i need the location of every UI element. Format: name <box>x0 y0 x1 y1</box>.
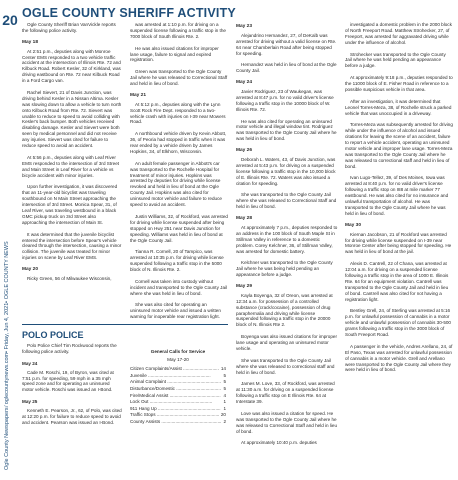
call-count: 5 <box>223 385 226 391</box>
report-paragraph: At approximately 9:18 p.m., deputies responded to the 11000 block of E. Fisher Road in reference to a possible suspicious vehicle in that area. <box>345 75 453 92</box>
page-title: OGLE COUNTY SHERIFF ACTIVITY <box>22 6 236 20</box>
report-paragraph: Ricky Green, 56 of Milwaukee Wisconsin, <box>27 275 112 281</box>
calls-for-service-row <box>130 366 226 373</box>
report-paragraph: At approximately 7 p.m., deputies responded to an address in the 100 block of South Maple St in Stillman Valley in reference to a domestic problem. Corey Kelchner, 36, of Stillman Valley, was arrested for domestic battery. <box>236 224 338 254</box>
report-paragraph: Ogle County Sheriff Brian VanVickle reports the following police activity. <box>22 22 116 33</box>
calls-for-service-row <box>130 373 226 380</box>
call-type-label: Lock Out ..... <box>130 399 212 406</box>
call-count: 5 <box>223 372 226 378</box>
calls-for-service-row <box>130 386 226 393</box>
article-column-1 <box>22 22 122 288</box>
call-count: 5 <box>223 379 226 385</box>
report-paragraph: At 5:12 p.m., deputies along with the Lynn Scott Rock Fire Dept. responded to a two-vehicle crash with injuries on I-39 near Mowers Road. <box>130 101 226 125</box>
call-type-label: County Assists ..... <box>130 419 221 426</box>
call-type-label: Traffic Stops ..... <box>130 412 219 419</box>
report-paragraph: He was also issued citations for improper lane usage, failure to signal and expired registration. <box>130 45 219 63</box>
report-paragraph: Alexis D. Cantrell, 22 of Chana, was arrested at 12:04 a.m. for driving on a suspended license following a traffic stop in the area of 1000 E. Illinois Rte. 64 for an equipment violation. Cantrell was transported to the Ogle County Jail and held in lieu of bond. Cantrell was also cited for not having a registration light. <box>345 261 449 302</box>
folio-group: Ogle County Newspapers <box>4 407 10 470</box>
report-paragraph: Alejandrino Hernandez, 27, of DeKalb was arrested for driving without a valid license on Rte. 64 near Chamberlain Road after being stopped for speeding. <box>236 32 337 56</box>
report-paragraph: She was transported to the Ogle County Jail where she was released to Correctional Staff and held in lieu of bond. <box>236 192 337 210</box>
folio-publication: OGLE COUNTY NEWS <box>4 241 10 300</box>
report-date: May 24 <box>236 80 252 86</box>
report-paragraph: Strohecker was transported to the Ogle County Jail where he was held pending an appearance before a judge. <box>345 51 446 69</box>
report-paragraph: She was transported to the Ogle County Jail where she was released to correctional staff and held in lieu of bond. <box>236 357 335 375</box>
calls-for-service-list <box>130 366 226 425</box>
report-paragraph: An adult female passenger in Abbott's car was transported to the Rochelle Hospital for treatment of minor injuries. Hopkins was arrested by deputies for driving while license revoked and held in lieu of bond at the Ogle County Jail. Hopkins was also cited for uninsured motor vehicle and failure to reduce speed to avoid an accident. <box>130 160 222 208</box>
report-paragraph: Polo Police Chief Tim Rockwood reports the following police activity. <box>22 343 117 354</box>
call-type-label: Fire/Medical Assist ..... <box>130 393 221 400</box>
call-type-label: Disturbance/Domestic ..... <box>130 386 221 393</box>
report-paragraph: Boyenga was also issued citations for improper lane usage and operating an uninsured motor vehicle. <box>236 334 338 351</box>
report-paragraph: She was also cited for operating an uninsured motor vehicle and issued a written warning for inoperable rear registration light. <box>130 302 221 320</box>
article-column-4 <box>345 22 453 379</box>
call-count: 2 <box>223 418 226 424</box>
report-date: May 29 <box>236 283 252 289</box>
folio-date: Friday, Jun 4, 2021 <box>4 302 10 350</box>
report-date: May 26 <box>236 148 252 154</box>
report-paragraph: Cade M. Roschi, 19, of Byron, was cited at 7:51 p.m. for speeding, 59 mph in a 35 mph speed zone and for operating an uninsured motor vehicle. Roschi was issued an I-Bond. <box>22 369 114 393</box>
report-paragraph: Cornell was taken into custody without incident and transported to the Ogle County Jail where she was held in lieu of bond. <box>130 278 228 296</box>
report-date: May 21 <box>130 92 146 98</box>
report-paragraph: Deborah L. Waters, 43, of Davis Junction, was arrested at 5:43 p.m. for driving on a suspended license following a traffic stop in the 10,000 block of E. Illinois Rte. 72. Waters was also issued a citation for speeding. <box>236 156 336 186</box>
calls-for-service-row <box>130 406 226 413</box>
report-paragraph: Kayla Boyenga, 32 of Oreon, was arrested at 12:34 a.m. for possession of a controlled substance (crack/cocaine), possession of drug paraphernalia and driving while license suspended following a traffic stop in the 20000 block of N. Illinois Rte 2. <box>236 292 333 328</box>
calls-for-service-row <box>130 379 226 386</box>
report-paragraph: Love was also issued a citation for speed. He was transported to the Ogle County Jail where he was released to Correctional Staff and held in lieu of bond. <box>236 410 338 434</box>
report-date: May 28 <box>236 216 252 221</box>
call-count: 14 <box>220 366 226 372</box>
report-paragraph: Bentley Grell, 24, of Sterling was arrested at 5:16 p.m. for unlawful possession of cannabis in a motor vehicle and unlawful possession of cannabis 30-500 grams following a traffic stop in the 3000 block of South Freeport Road. <box>345 308 451 337</box>
folio-site: oglecountynews.com <box>4 352 10 405</box>
report-paragraph: James M. Love, 33, of Rockford, was arrested at 11:30 a.m. for driving on a suspended license following a traffic stop on E Illinois Rte. 64 at Interstate 39. <box>236 381 335 405</box>
report-paragraph: A northbound vehicle driven by Kevin Abbott, 36, of Peoria had stopped in traffic when it was rear ended by a vehicle driven by James Hopkins, 34, of Elkhorn, Wisconsin. <box>130 131 227 154</box>
report-paragraph: A passenger in the vehicle, Andres Arellano, 24, of El Paso, Texas was arrested for unlawful possession of cannabis in a motor vehicle. Grell and Arellano were transported to the Ogle County Jail where they were held in lieu of bond. <box>345 343 453 373</box>
report-date: May 23 <box>236 24 252 29</box>
report-paragraph: investigated a domestic problem in the 2000 block of North Freeport Road. Matthew Strohecker, 27, of Freeport, was arrested for aggravated driving while under the influence of alcohol. <box>345 22 452 45</box>
report-paragraph: Kenneth E. Pearson, Jr., 62, of Polo, was cited at 12:20 p.m. for failure to reduce speed to avoid and accident. Pearson was issued an I-Bond. <box>22 408 122 425</box>
calls-for-service-row <box>130 393 226 400</box>
report-paragraph: Ivan Lugo-Tellez, 39, of Des Moines, Iowa was arrested at 8:40 p.m. for no valid driver's license following a traffic stop on I88 at mile marker 77 eastbound. He was also cited for no insurance and unlawful transportation of alcohol. He was transported to the Ogle County Jail where he was held in lieu of bond. <box>345 175 449 216</box>
report-paragraph: Kiernan Jacobson, 21 of Rockford was arrested for driving while license suspended on I-39 near Monroe Center after being stopped for speeding. He was held in lieu of bond at the jail. <box>345 231 452 255</box>
call-count: 1 <box>223 399 226 405</box>
call-type-label: Juvenile ..... <box>130 373 211 380</box>
calls-for-service-row <box>130 399 226 406</box>
call-count: 4 <box>223 392 226 398</box>
report-paragraph: Torres-Meza was subsequently arrested for driving while under the influence of alcohol and issued citations for leaving the scene of an accident, failure to report a vehicle accident, operating an uninsured motor vehicle and improper lane usage. Torres-Meza was transported to the Ogle County Jail where he was released to correctional staff and held in lieu of bond. <box>345 122 453 169</box>
report-paragraph: Upon further investigation, it was discovered that an 11-year-old bicyclist was traveling southbound on N Main Street approaching the intersection of 3rd Street. Monica Spear, 31, of Leaf River, was traveling westbound in a black GMC pickup truck on 3rd Street also approaching the intersection of Main St. <box>22 184 118 225</box>
report-paragraph: Green was transported to the Ogle County Jail where he was released to Correctional Staff and held in lieu of bond. <box>130 69 228 87</box>
article-column-2 <box>130 22 228 326</box>
polo-police-body <box>22 343 122 426</box>
sidebar-folio: Ogle County Newspapers/ oglecountynews.com• Friday, Jun 4, 2021• OGLE COUNTY NEWS <box>4 241 10 470</box>
calls-for-service-title: General Calls for Service <box>150 349 206 354</box>
report-paragraph: At 5:56 p.m., deputies along with Leaf River EMS responded to the intersection of 3rd Street and Main Street in Leaf River for a vehicle vs bicycle accident with minor injuries. <box>22 154 120 178</box>
calls-for-service-row <box>130 419 226 426</box>
report-paragraph: Rachel Sievert, 21 of Davis Junction, was driving behind Kesler in a Nissan Altima. Kesler was slowing down to allow a vehicle to turn north onto Kilbuck Road from Rte. 72. Sievert was unable to reduce to speed to avoid colliding with Kesler's back bumper. Both vehicles received disabling damage. Kesler and Sievert were both seen by medical personnel and did not receive any injuries. Sievert was cited for failure to reduce speed to avoid an accident. <box>22 89 122 149</box>
call-type-label: 911 Hang Up ..... <box>130 406 221 413</box>
report-date: May 24 <box>22 360 38 366</box>
report-paragraph: At 2:51 p.m., deputies along with Monroe Center EMS responded to a two vehicle traffic accident at the intersection of Illinois Rte. 72 and Kilbuck Road. Robert Kesler, 32 of Kirkland, was driving eastbound on Rte. 72 near Kilbuck Road in a Ford Cargo van. <box>22 48 121 84</box>
page-sidebar <box>0 0 20 480</box>
article-column-3 <box>236 22 338 452</box>
report-paragraph: Tianna R. Cornell, 20 of Tampico, was arrested at 10:35 p.m. for driving while license suspended following a traffic stop in the 5000 block of N. Illinois Rte. 2. <box>130 249 224 273</box>
report-paragraph: Kelchner was transported to the Ogle County Jail where he was being held pending an appearance before a judge. <box>236 260 333 278</box>
call-count: 1 <box>223 405 226 411</box>
report-paragraph: It was determined that the juvenile bicyclist entered the intersection before Spear's vehicle cleared through the intersection, causing a minor collision. The juvenile was treated for minor injuries on scene by Leaf River EMS. <box>22 231 122 261</box>
report-paragraph: was arrested at 1:10 p.m. for driving on a suspended license following a traffic stop in the 7000 block of South Illinois Rte. 2. <box>130 22 226 39</box>
report-paragraph: He was also cited for operating an uninsured motor vehicle and illegal window tint. Rodriguez was transported to the Ogle County Jail where he was held in lieu of bond. <box>236 118 337 142</box>
report-date: May 25 <box>22 399 38 405</box>
report-paragraph: After an investigation, it was determined that Leonel Torres-Meza, 38, of Rochelle struck a parked vehicle that was unoccupied in a driveway. <box>345 98 452 116</box>
report-date: May 20 <box>22 267 38 273</box>
page-number: 20 <box>2 12 18 28</box>
report-date: May 30 <box>345 222 361 228</box>
section-title: POLO POLICE <box>22 330 84 340</box>
call-type-label: Animal Complaint ..... <box>130 379 221 386</box>
report-paragraph: Justin Williams, 32, of Rockford, was arrested for driving while license suspended after being stopped on Hwy 251 near Davis Junction for speeding. Williams was held in lieu of bond at the Ogle County Jail. <box>130 213 228 243</box>
calls-for-service-box <box>130 349 226 426</box>
calls-for-service-dates: May 17-20 <box>167 356 189 362</box>
report-date: May 18 <box>22 39 38 45</box>
report-paragraph: Javier Rodriguez, 23 of Waukegan, was arrested at 8:47 p.m. for no valid driver's license following a traffic stop in the 10000 block of W. Illinois Rte. 72. <box>236 89 334 112</box>
calls-for-service-row <box>130 412 226 419</box>
report-paragraph: Hernandez was held in lieu of bond at the Ogle County Jail. <box>236 62 337 74</box>
call-type-label: Citizen Complaints/Assist ..... <box>130 366 219 373</box>
call-count: 20 <box>220 412 226 418</box>
report-paragraph: At approximately 10:40 p.m. deputies <box>241 440 317 446</box>
